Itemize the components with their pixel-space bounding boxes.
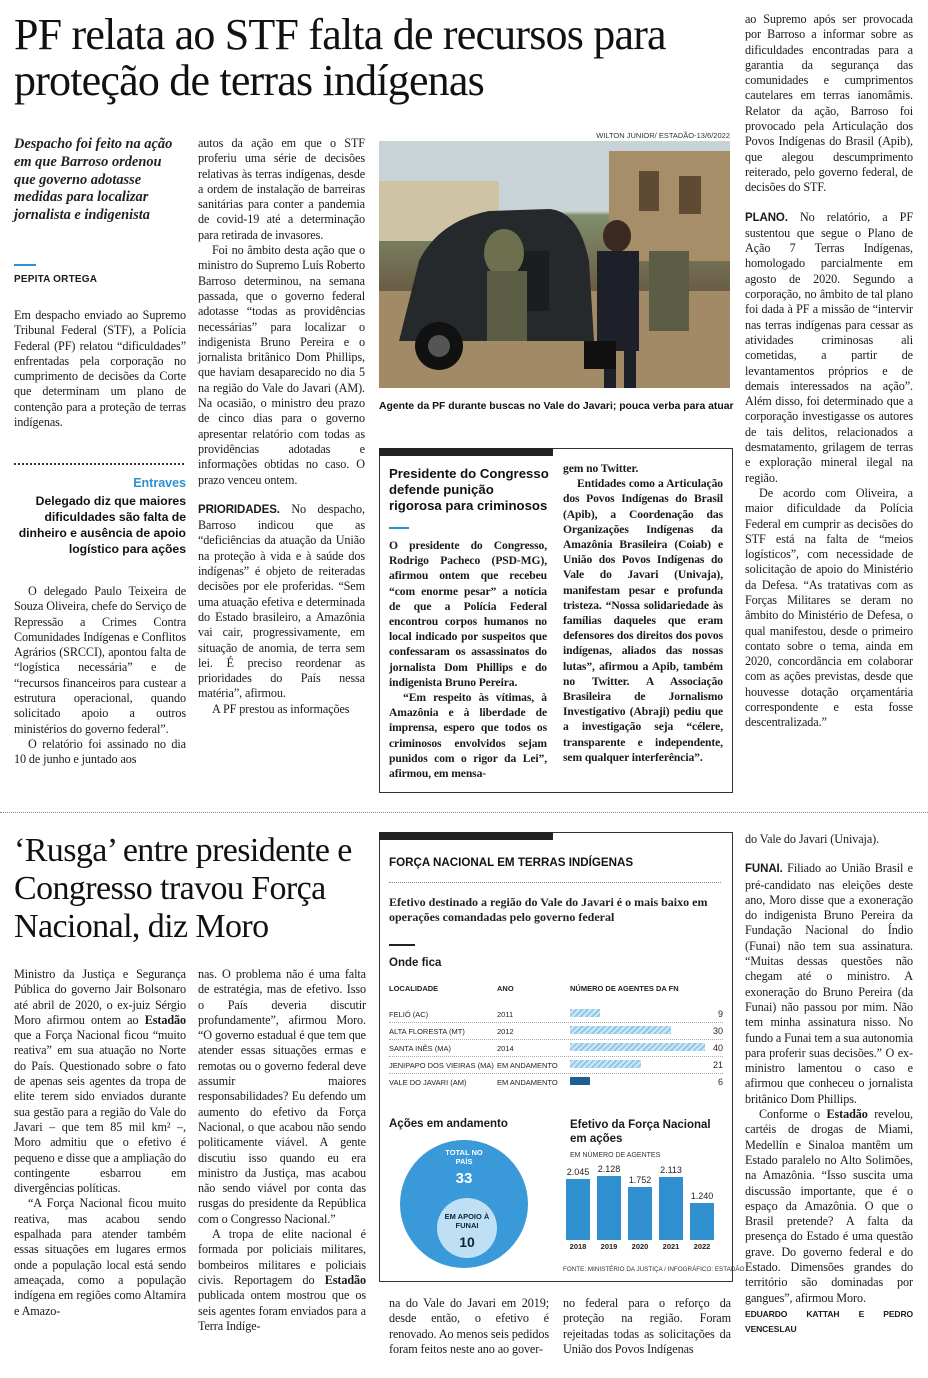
paragraph bbox=[198, 502, 365, 702]
paragraph: Foi no âmbito desta ação que o ministro do Supremo Luís Roberto Barroso determinou, na semana passada, que o governo federal adotasse “todas as providências necessárias” para localizar o indigenista Bruno Pereira e o jornalista britânico Dom Phillips, que haviam desaparecido no dia 5 na região do Vale do Javari (AM). Na ocasião, o ministro deu prazo de cinco dias para o governo apresentar relatório com todas as providências adotadas e informações obtidas no caso. O prazo venceu ontem. bbox=[198, 243, 365, 487]
row-lines bbox=[389, 1039, 723, 1040]
row-place: FELIÓ (AC) bbox=[389, 1010, 429, 1019]
paragraph-text: Conforme o bbox=[759, 1107, 827, 1122]
photo-caption: Agente da PF durante buscas no Vale do Javari; pouca verba para atuar bbox=[379, 401, 734, 412]
newspaper-name: Estadão bbox=[324, 1272, 366, 1287]
chart-bar-2022 bbox=[690, 1203, 714, 1240]
row-place: ALTA FLORESTA (MT) bbox=[389, 1027, 465, 1036]
row-lines bbox=[389, 1056, 723, 1057]
table-header-year: ANO bbox=[497, 984, 514, 993]
article1-column-2 bbox=[198, 136, 365, 717]
table-header-locality: LOCALIDADE bbox=[389, 984, 439, 993]
paragraph-text: No despacho, Barroso indicou que as “deficiências da atuação da União na proteção à vida e à saúde dos indígenas” é objeto de reiteradas decisões por ele proferidas. “Sem uma atuação efetiva e determinada do Estado brasileiro, a Amazônia vai cair, progressivamente, em situação de anomia, de terra sem lei. É preciso reordenar as prioridades do País nessa matéria”, afirmou. bbox=[198, 501, 365, 701]
row-place: SANTA INÊS (MA) bbox=[389, 1044, 451, 1053]
row-agents: 6 bbox=[717, 1077, 723, 1087]
agents-bar bbox=[570, 1077, 590, 1085]
chart-bar-2021 bbox=[659, 1177, 683, 1240]
actions-heading: Ações em andamento bbox=[389, 1118, 508, 1130]
funai-label: EM APOIO À FUNAI bbox=[444, 1212, 490, 1230]
paragraph-text: revelou, cartéis de drogas de Miami, Medellín e Sinaloa mantêm um Estado paralelo no Alto Solimões, na Amazônia. “Isso suscita uma discussão importante, que é o espaço da Amazônia. O que o Brasil pretende? A falta da presença do Estado é uma questão grave. Do governo federal e do Estado. Dimensões grandes do território são dominadas por gangues”, afirmou Moro. bbox=[745, 1107, 913, 1305]
article2-byline: EDUARDO KATTAH E PEDRO VENCESLAU bbox=[745, 1308, 913, 1335]
paragraph: “Em respeito às vítimas, à Amazônia e à liberdade de imprensa, espero que todos os criminosos envolvidos sejam punidos com o rigor da Lei”, afirmou, em mensa- bbox=[389, 691, 547, 781]
photo-credit: WILTON JUNIOR/ ESTADÃO-13/6/2022 bbox=[596, 131, 730, 140]
sidebar-text: Delegado diz que maiores dificuldades são falta de dinheiro e ausência de apoio logístico para ações bbox=[18, 494, 186, 556]
row-year: EM ANDAMENTO bbox=[497, 1078, 558, 1087]
paragraph: O presidente do Congresso, Rodrigo Pacheco (PSD-MG), afirmou ontem que recebeu “com enorme pesar” a notícia de que a Polícia Federal encontrou corpos humanos no local indicado por suspeitos que confessaram os assassinatos do jornalista Dom Phillips e do indigenista Bruno Pereira. bbox=[389, 539, 547, 689]
paragraph: De acordo com Oliveira, a maior dificuldade da Polícia Federal em cumprir as decisões do STF está na falta de “meios logísticos”, com necessidade de solicitação de apoio do Ministério da Defesa. “As tratativas com as Forças Militares se deram no âmbito do Ministério de Defesa, o qual manifestou, desde o primeiro contato sobre o tema, ainda em 2020, concordância em colaborar com as ações previstas, desde que houvesse dotação orçamentária correspondente e esta fosse descentralizada.” bbox=[745, 485, 913, 730]
paragraph bbox=[745, 1107, 913, 1306]
paragraph: ao Supremo após ser provocada por Barroso a informar sobre as dificuldades encontradas para a garantia da segurança das comunidades e cumprimentos cautelares em terras ianomâmis. Relator da ação, Barroso foi provocado pela Articulação dos Povos Indígenas do Brasil (Apib), que alegou descumprimento reiterado, pelo governo federal, de decisões do STF. bbox=[745, 12, 913, 195]
paragraph: nas. O problema não é uma falta de estratégia, mas de efetivo. Isso o País deveria discutir profundamente”, afirmou Moro. “O governo estadual é que tem que atender essas situações ermas e remotas ou o governo federal deve assumir maiores responsabilidades? Eu defendo um aumento do efetivo da Força Nacional, o que acabou não sendo politicamente viável. A gente discutiu isso quando eu era ministro da Justiça, mas acabou não sendo viável por conta das rusgas do presidente da República com o Congresso Nacional.” bbox=[198, 967, 366, 1226]
row-agents: 40 bbox=[712, 1043, 723, 1053]
infographic-title-rule bbox=[389, 882, 721, 883]
chart-bar-2018 bbox=[566, 1179, 590, 1240]
effective-unit: EM NÚMERO DE AGENTES bbox=[570, 1152, 661, 1159]
row-place: JENIPAPO DOS VIEIRAS (MA) bbox=[389, 1061, 494, 1070]
subhead-funai: FUNAI. bbox=[745, 863, 783, 876]
paragraph-text: Filiado ao União Brasil e pré-candidato nas eleições deste ano, Moro disse que a exoneração do indigenista Bruno Pereira da Fundação Nacional do Índio (Funai) não tem sua assinatura. “Muitas dessas questões não chegam até o ministro. A exoneração do Bruno Pereira (da Funai) não passou por mim. Não tem minha assinatura nisso. No fundo a Funai tem a sua autonomia para proferir suas decisões.” O ex-ministro lamentou o caso e afirmou que conheceu o jornalista britânico Dom Phillips. bbox=[745, 861, 913, 1106]
paragraph: A PF prestou as informações bbox=[212, 701, 350, 716]
article2-column-5 bbox=[745, 832, 913, 1338]
sidebar-rule bbox=[14, 463, 186, 465]
sidebar-kicker: Entraves bbox=[133, 476, 186, 490]
paragraph: O delegado Paulo Teixeira de Souza Oliveira, chefe do Serviço de Repressão a Crimes Contra Comunidades Indígenas e Conflitos Agrários (SRCCI), apontou falta de “logística necessária” e de “recursos financeiros para custear a estrutura operacional, quando solicitado apoio a outros ministérios do governo federal”. bbox=[14, 584, 186, 736]
newspaper-name: Estadão bbox=[826, 1107, 868, 1122]
article1-deck: Despacho foi feito na ação em que Barroso ordenou que governo adotasse medidas para localizar jornalista e indigenista bbox=[14, 136, 173, 224]
row-year: 2011 bbox=[497, 1010, 514, 1019]
news-photo bbox=[379, 141, 730, 388]
row-year: 2014 bbox=[497, 1044, 514, 1053]
row-year: EM ANDAMENTO bbox=[497, 1061, 558, 1070]
paragraph-text: que a Força Nacional ficou “muito reativa” em sua atuação no Norte do País. Questionado sobre o fato de apenas seis agentes da tropa de elite terem sido enviados durante sua gestão para a região do Vale do Javari – que tem 85 mil km² –, Moro admitiu que o efetivo é pequeno e disse que a ampliação do contingente esbarrou em divergências políticas. bbox=[14, 1028, 186, 1196]
byline-rule bbox=[14, 264, 36, 266]
box-title-rule bbox=[389, 527, 409, 529]
actions-bubble-total bbox=[392, 1140, 552, 1260]
paragraph-text: A tropa de elite nacional é formada por policiais militares, bombeiros militares e policiais civis. Reportagem do bbox=[198, 1227, 366, 1287]
section-divider bbox=[0, 812, 928, 813]
chart-bar-2020 bbox=[628, 1187, 652, 1240]
row-agents: 30 bbox=[712, 1026, 723, 1036]
agents-bar bbox=[570, 1060, 641, 1068]
chart-category-label: 2022 bbox=[693, 1242, 711, 1251]
paragraph-text: No relatório, a PF sustentou que segue o Plano de Ação 7 Terras Indígenas, homologado parcialmente em agosto de 2020. Segundo a corporação, no âmbito de tal plano foi dada à PF a missão de “intervir nas terras indígenas para cessar as atividades criminosas ali cometidas, a partir de levantamentos próprios e de demais interessados na ação”. Além disso, foi determinado que a corporação investigasse os autores de tais delitos, relacionados a desmatamento, grilagem de terras e exploração mineral ilegal na região. bbox=[745, 209, 913, 485]
article2-column-3 bbox=[389, 1296, 549, 1357]
row-agents: 21 bbox=[712, 1060, 723, 1070]
row-place: VALE DO JAVARI (AM) bbox=[389, 1078, 467, 1087]
paragraph bbox=[198, 1227, 366, 1334]
agents-table bbox=[389, 1006, 723, 1096]
congress-box-column-2 bbox=[563, 461, 723, 765]
paragraph bbox=[745, 861, 913, 1107]
paragraph: “A Força Nacional ficou muito reativa, mas acabou sendo espalhada para atender também essas situações em lugares ermos onde a população local está sendo ameaçada, como a população indígena em regiões como Altamira e Amazo- bbox=[14, 1196, 186, 1318]
infographic-topbar bbox=[379, 832, 553, 840]
total-label: TOTAL NO PAÍS bbox=[445, 1148, 483, 1166]
paragraph-text: Ministro da Justiça e Segurança Pública do governo Jair Bolsonaro até abril de 2020, o ex-juiz Sérgio Moro afirmou ontem ao bbox=[14, 967, 186, 1027]
paragraph bbox=[745, 210, 913, 486]
chart-value-label: 2.113 bbox=[660, 1164, 682, 1175]
infographic-subtitle: Efetivo destinado a região do Vale do Javari é o mais baixo em operações comandadas pelo governo federal bbox=[389, 895, 708, 924]
table-rule bbox=[389, 944, 415, 946]
article2-column-2 bbox=[198, 967, 366, 1334]
row-lines bbox=[389, 1022, 723, 1023]
article1-column-5 bbox=[745, 12, 913, 731]
paragraph: autos da ação em que o STF proferiu uma série de decisões relativas às terras indígenas, desde a ordem de instalação de barreiras sanitárias para conter a pandemia de covid-19 até a determinação para retirada de invasores. bbox=[198, 136, 365, 242]
agents-bar bbox=[570, 1043, 705, 1051]
row-lines bbox=[389, 1073, 723, 1074]
paragraph: gem no Twitter. bbox=[563, 462, 639, 475]
congress-box-topbar bbox=[379, 448, 553, 456]
chart-value-label: 1.752 bbox=[628, 1175, 652, 1186]
photo-illustration bbox=[379, 141, 730, 388]
agents-bar bbox=[570, 1026, 671, 1034]
chart-bar-2019 bbox=[597, 1176, 621, 1240]
article1-column-1b bbox=[14, 584, 186, 768]
infographic-title: FORÇA NACIONAL EM TERRAS INDÍGENAS bbox=[389, 856, 634, 869]
article2-column-4 bbox=[563, 1296, 731, 1357]
article1-headline: PF relata ao STF falta de recursos para proteção de terras indígenas bbox=[14, 10, 666, 105]
article1-column-1a bbox=[14, 308, 186, 430]
paragraph bbox=[14, 967, 186, 1196]
paragraph: do Vale do Javari (Univaja). bbox=[745, 832, 880, 846]
funai-value: 10 bbox=[459, 1234, 475, 1250]
total-value: 33 bbox=[455, 1170, 473, 1187]
paragraph-text: publicada ontem mostrou que os seis agentes foram enviados para a Terra Indíge- bbox=[198, 1288, 366, 1333]
chart-category-label: 2018 bbox=[569, 1242, 587, 1251]
chart-category-label: 2019 bbox=[600, 1242, 618, 1251]
paragraph: O relatório foi assinado no dia 10 de junho e juntado aos bbox=[14, 736, 186, 767]
subhead-plano: PLANO. bbox=[745, 211, 788, 224]
paragraph: no federal para o reforço da proteção na região. Foram rejeitadas todas as solicitações da União dos Povos Indígenas bbox=[563, 1296, 731, 1356]
table-heading: Onde fica bbox=[389, 957, 442, 969]
article2-column-1 bbox=[14, 967, 186, 1319]
row-year: 2012 bbox=[497, 1027, 514, 1036]
chart-category-label: 2021 bbox=[662, 1242, 680, 1251]
chart-value-label: 2.128 bbox=[597, 1164, 621, 1175]
chart-category-label: 2020 bbox=[631, 1242, 649, 1251]
congress-box-title: Presidente do Congresso defende punição rigorosa para criminosos bbox=[389, 466, 549, 513]
sidebar-quote bbox=[14, 463, 186, 557]
agents-bar bbox=[570, 1009, 600, 1017]
chart-value-label: 2.045 bbox=[566, 1166, 590, 1177]
article1-byline: PEPITA ORTEGA bbox=[14, 274, 98, 285]
congress-box-column-1 bbox=[389, 538, 547, 781]
subhead-prioridades: PRIORIDADES. bbox=[198, 503, 280, 516]
row-agents: 9 bbox=[717, 1009, 723, 1019]
chart-value-label: 1.240 bbox=[690, 1190, 714, 1201]
effective-heading: Efetivo da Força Nacional em ações bbox=[570, 1119, 711, 1145]
paragraph: Entidades como a Articulação dos Povos Indígenas do Brasil (Apib), a Coordenação das Organizações Indígenas da Amazônia Brasileira (Coiab) e União dos Povos Indígenas do Vale do Javari (Univaja), manifestam pesar e profunda tristeza. “Nossa solidariedade às famílias daqueles que eram defensores dos direitos dos povos indígenas, aliados das nossas lutas”, afirmou a Apib, também no Twitter. A Associação Brasileira de Jornalismo Investigativo (Abraji) pediu que a investigação seja “célere, transparente e independente, sem qualquer interferência”. bbox=[563, 477, 723, 764]
newspaper-name: Estadão bbox=[144, 1012, 186, 1027]
effective-bar-chart bbox=[566, 1160, 726, 1252]
infographic-source: FONTE: MINISTÉRIO DA JUSTIÇA / INFOGRÁFICO: ESTADÃO bbox=[563, 1266, 745, 1273]
article2-headline: ‘Rusga’ entre presidente e Congresso travou Força Nacional, diz Moro bbox=[14, 832, 352, 945]
paragraph: Em despacho enviado ao Supremo Tribunal Federal (STF), a Polícia Federal (PF) relatou “dificuldades” enfrentadas pela corporação no cumprimento de decisões da Corte que determinam um plano de contenção para a proteção de terras indígenas. bbox=[14, 308, 186, 430]
table-header-agents: NÚMERO DE AGENTES DA FN bbox=[570, 984, 679, 993]
paragraph: na do Vale do Javari em 2019; desde então, o efetivo é renovado. Ao menos seis pedidos foram feitos neste ano ao gover- bbox=[389, 1296, 549, 1356]
